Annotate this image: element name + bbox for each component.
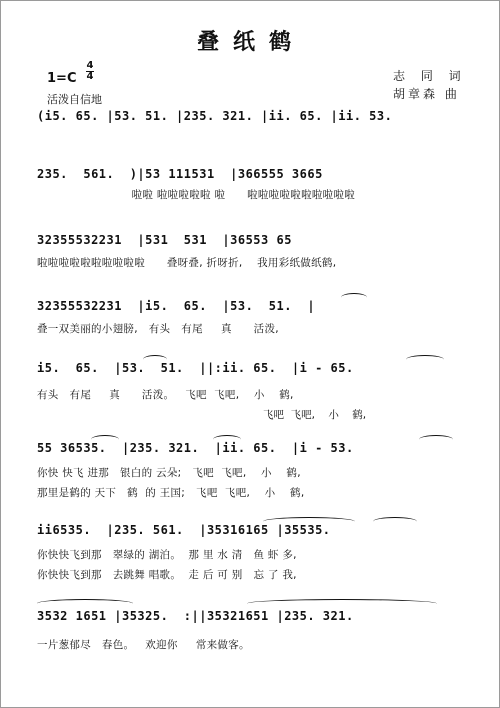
lyric-line: 叠一双美丽的小翅膀, 有头 有尾 真 活泼, [37, 323, 279, 335]
lyric-line-verse-2: 飞吧 飞吧, 小 鹤, [263, 409, 367, 421]
time-signature-bottom: 4 [86, 71, 94, 82]
time-signature-top: 4 [86, 60, 94, 71]
lyric-line-verse-2: 那里是鹤的 天下 鹤 的 王国; 飞吧 飞吧, 小 鹤, [37, 487, 305, 499]
volta-2-bracket [247, 599, 437, 608]
tie-slur [419, 435, 453, 444]
lyric-line: 有头 有尾 真 活泼。 飞吧 飞吧, 小 鹤, [37, 389, 294, 401]
lyric-line: 啦啦啦啦啦啦啦啦啦啦 叠呀叠, 折呀折, 我用彩纸做纸鹤, [37, 257, 337, 269]
lyricist-credit: 志 同 词 [393, 69, 467, 83]
notation-line: 32355532231 |i5. 65. |53. 51. | [37, 299, 316, 313]
lyric-line-verse-2: 你快快飞到那 去跳舞 唱歌。 走 后 可 别 忘 了 我, [37, 569, 297, 581]
key-signature: 1=C [47, 71, 77, 86]
tie-slur [373, 517, 417, 526]
notation-line: ii6535. |235. 561. |35316165 |35535. [37, 523, 331, 537]
notation-line: 55 36535. |235. 321. |ii. 65. |i - 53. [37, 441, 354, 455]
tie-slur [341, 293, 367, 302]
song-title: 叠纸鹤 [196, 29, 305, 55]
tie-slur [406, 355, 444, 364]
lyric-line: 你快 快飞 进那 银白的 云朵; 飞吧 飞吧, 小 鹤, [37, 467, 301, 479]
notation-line: 32355532231 |531 531 |36553 65 [37, 233, 292, 247]
time-signature [84, 61, 96, 82]
tempo-marking: 活泼自信地 [47, 93, 102, 106]
composer-credit: 胡章森 曲 [393, 87, 460, 101]
notation-line: (i5. 65. |53. 51. |235. 321. |ii. 65. |ii. 53. [37, 109, 393, 123]
notation-line: 3532 1651 |35325. :||35321651 |235. 321. [37, 609, 354, 623]
notation-line: i5. 65. |53. 51. ||:ii. 65. |i - 65. [37, 361, 354, 375]
lyric-line: 啦啦 啦啦啦啦啦 啦 啦啦啦啦啦啦啦啦啦啦 [37, 189, 356, 201]
notation-line: 235. 561. )|53 111531 |366555 3665 [37, 167, 323, 181]
lyric-line: 一片葱郁尽 春色。 欢迎你 常来做客。 [37, 639, 250, 651]
volta-1-bracket [37, 599, 133, 608]
lyric-line: 你快快飞到那 翠绿的 湖泊。 那 里 水 清 鱼 虾 多, [37, 549, 297, 561]
